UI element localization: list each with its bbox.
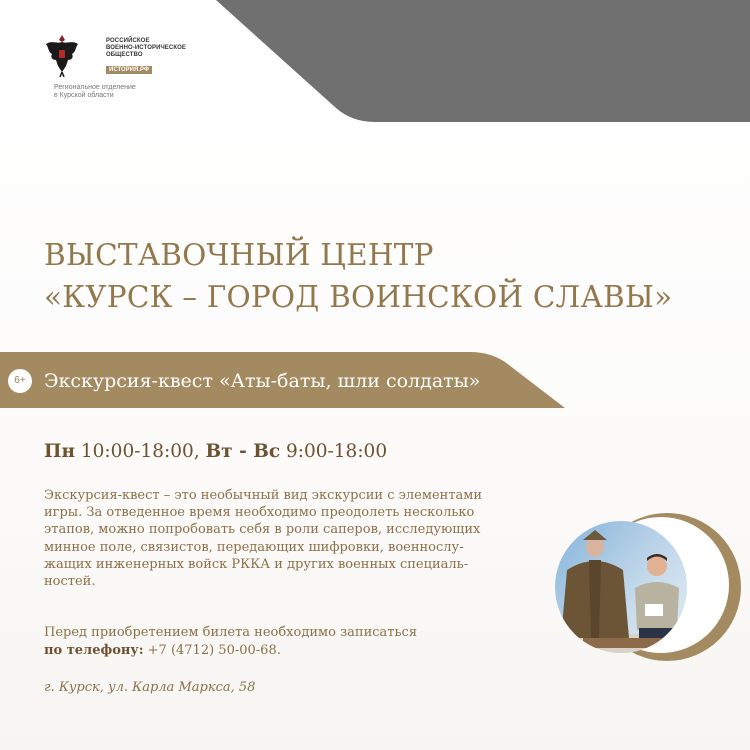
booking-note [44,624,417,660]
description-line: минное поле, связистов, передающих шифровки, военнослу- [44,539,464,555]
title-line-2: «КУРСК – ГОРОД ВОИНСКОЙ СЛАВЫ» [44,280,673,314]
excursion-photo [553,512,743,662]
age-rating-badge: 6+ [8,369,32,393]
logo-site-badge: ИСТОРИЯ.РФ [106,66,152,74]
schedule-day-1: Пн [44,441,76,462]
phone-number[interactable]: +7 (4712) 50-00-68. [143,643,281,658]
excursion-title: Экскурсия-квест «Аты-баты, шли солдаты» [44,370,481,392]
excursion-description [44,487,524,590]
description-line: ностей. [44,574,96,590]
double-headed-eagle-icon [44,32,80,78]
description-line: жащих инженерных войск РККА и других военных специаль- [44,556,469,572]
logo-org-name: РОССИЙСКОЕ ВОЕННО-ИСТОРИЧЕСКОЕ ОБЩЕСТВО [106,38,186,58]
description-line: этапов, можно попробовать себя в роли саперов, исследующих [44,522,481,538]
title-line-1: ВЫСТАВОЧНЫЙ ЦЕНТР [44,238,434,272]
address: г. Курск, ул. Карла Маркса, 58 [44,680,256,695]
phone-label: по телефону: [44,643,144,658]
description-line: игры. За отведенное время необходимо преодолеть несколько [44,505,475,521]
schedule-time-2: 9:00-18:00 [280,441,388,462]
booking-note-line: Перед приобретением билета необходимо записаться [44,625,418,640]
top-gray-shape [0,0,750,130]
description-line: Экскурсия-квест – это необычный вид экскурсии с элементами [44,488,483,503]
logo-region-text: Региональное отделение в Курской области [54,84,136,99]
page-title [44,234,672,318]
schedule-day-2: Вт - Вс [205,441,281,462]
opening-hours [44,440,387,464]
schedule-time-1: 10:00-18:00, [75,441,206,462]
